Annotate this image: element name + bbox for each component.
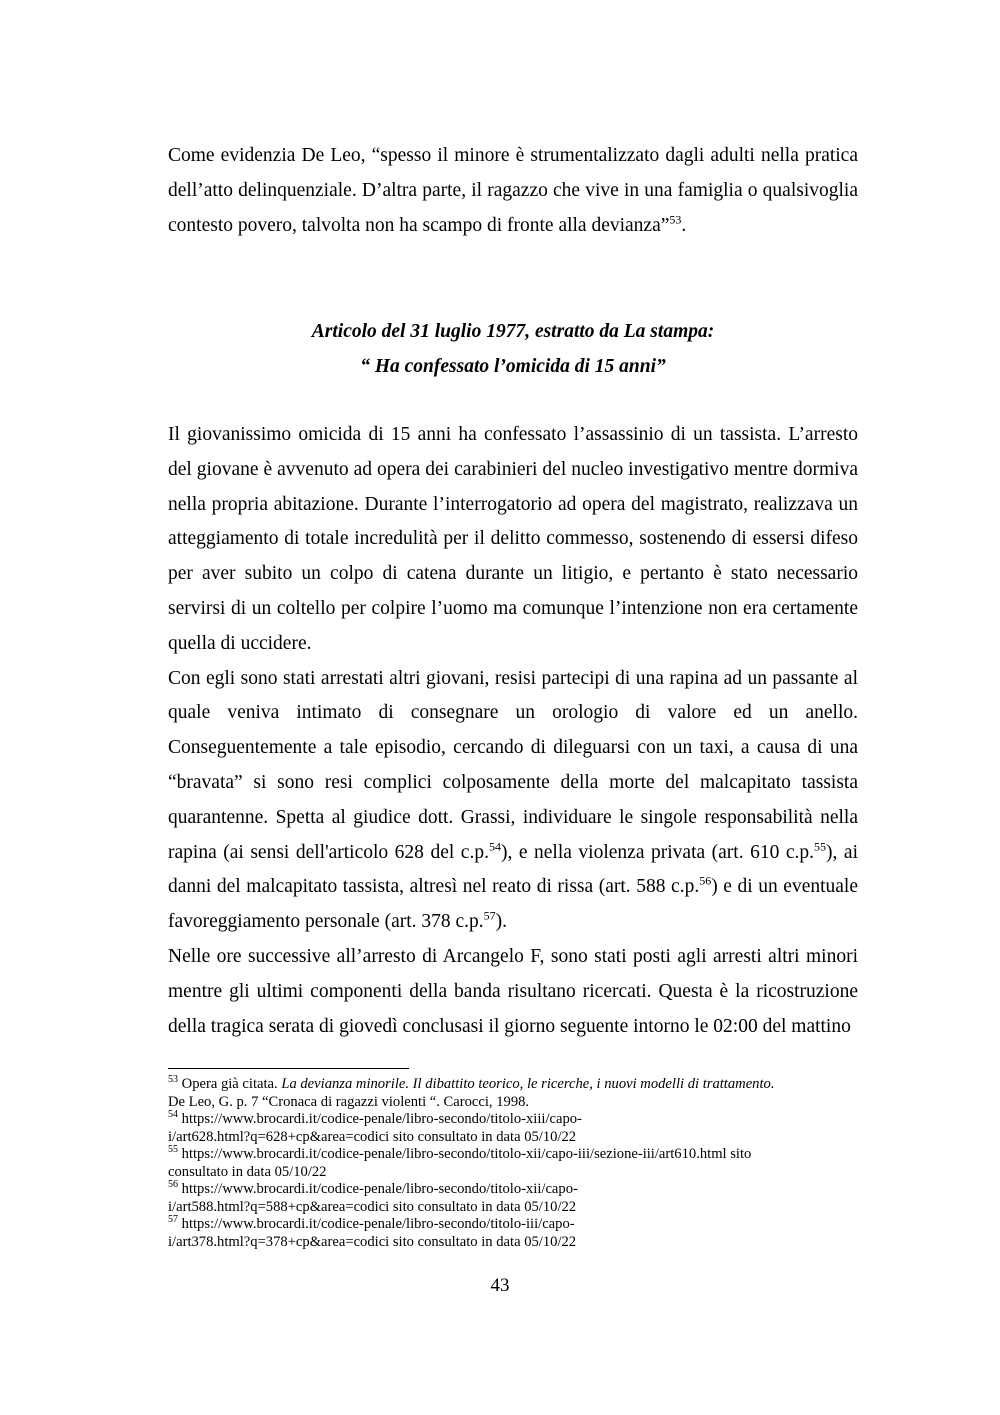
article-body	[168, 418, 858, 1044]
footnote-ref-56[interactable]: 56	[699, 873, 712, 888]
footnote-link[interactable]: https://www.brocardi.it/codice-penale/libro-secondo/titolo-xii/capo-	[178, 1181, 578, 1197]
footnote-57[interactable]	[168, 1216, 868, 1234]
paragraph-arrests-part-e: ).	[495, 911, 508, 933]
paragraph-arrests-part-c: ), ai danni del malcapitato tassista, altresì nel reato di rissa (art. 588 c.p.	[168, 841, 859, 898]
footnote-56-continuation[interactable]: i/art588.html?q=588+cp&area=codici sito consultato in data 05/10/22	[168, 1198, 577, 1215]
footnote-57-continuation[interactable]: i/art378.html?q=378+cp&area=codici sito consultato in data 05/10/22	[168, 1233, 577, 1250]
article-heading-line1: Articolo del 31 luglio 1977, estratto da La stampa:	[311, 321, 715, 342]
footnote-55[interactable]	[168, 1146, 868, 1164]
paragraph-aftermath: Nelle ore successive all’arresto di Arcangelo F, sono stati posti agli arresti altri minori mentre gli ultimi componenti della banda risultano ricercati. Questa è la ricostruzione della tragica serata di giovedì conclusasi il giorno seguente intorno le 02:00 del mattino	[168, 945, 858, 1037]
footnote-separator	[168, 1068, 409, 1069]
footnote-ref-53[interactable]: 53	[669, 212, 682, 227]
footnote-55-continuation: consultato in data 05/10/22	[168, 1163, 327, 1180]
footnote-number: 54	[168, 1109, 178, 1121]
footnote-54-continuation[interactable]: i/art628.html?q=628+cp&area=codici sito consultato in data 05/10/22	[168, 1128, 577, 1145]
footnote-56[interactable]	[168, 1181, 868, 1199]
footnote-ref-55[interactable]: 55	[814, 839, 827, 854]
footnote-ref-54[interactable]: 54	[488, 839, 501, 854]
paragraph-arrests-part-b: ), e nella violenza privata (art. 610 c.p.	[500, 841, 815, 863]
footnote-number: 56	[168, 1179, 178, 1191]
paragraph-arrests-part-d: ) e di un eventuale favoreggiamento personale (art. 378 c.p.	[168, 876, 858, 933]
footnote-54[interactable]	[168, 1111, 868, 1129]
intro-text: Come evidenzia De Leo, “spesso il minore è strumentalizzato dagli adulti nella pratica dell’atto delinquenziale. D’altra parte, il ragazzo che vive in una famiglia o qualsivoglia contesto povero, talvolta non ha scampo di fronte alla devianza”	[168, 145, 858, 236]
footnote-book-title: La devianza minorile. Il dibattito teorico, le ricerche, i nuovi modelli di trattamento.	[281, 1076, 775, 1092]
footnote-number: 57	[168, 1214, 178, 1226]
paragraph-arrests-part-a: Con egli sono stati arrestati altri giovani, resisi partecipi di una rapina ad un passante al quale veniva intimato di consegnare un orologio di valore ed un anello. Conseguentemente a tale episodio, cercando di dileguarsi con un taxi, a causa di una “bravata” si sono resi complici colposamente della morte del malcapitato tassista quarantenne. Spetta al giudice dott. Grassi, individuare le singole responsabilità nella rapina (ai sensi dell'articolo 628 del c.p.	[168, 667, 858, 863]
footnote-link[interactable]: https://www.brocardi.it/codice-penale/libro-secondo/titolo-xiii/capo-	[178, 1111, 582, 1127]
footnote-ref-57[interactable]: 57	[483, 908, 496, 923]
footnotes	[168, 1076, 868, 1251]
footnote-number: 55	[168, 1144, 178, 1156]
intro-paragraph	[168, 139, 858, 243]
footnote-link[interactable]: https://www.brocardi.it/codice-penale/libro-secondo/titolo-iii/capo-	[178, 1216, 575, 1232]
footnote-53	[168, 1076, 868, 1094]
intro-tail: .	[681, 214, 687, 236]
footnote-link[interactable]: https://www.brocardi.it/codice-penale/libro-secondo/titolo-xii/capo-iii/sezione-iii/art610.html sito	[178, 1146, 752, 1162]
paragraph-arrests	[168, 662, 858, 940]
page-number: 43	[490, 1275, 510, 1296]
paragraph-confession: Il giovanissimo omicida di 15 anni ha confessato l’assassinio di un tassista. L’arresto del giovane è avvenuto ad opera dei carabinieri del nucleo investigativo mentre dormiva nella propria abitazione. Durante l’interrogatorio ad opera del magistrato, realizzava un atteggiamento di totale incredulità per il delitto commesso, sostenendo di essersi difeso per aver subito un colpo di catena durante un litigio, e pertanto è stato necessario servirsi di un coltello per colpire l’uomo ma comunque l’intenzione non era certamente quella di uccidere.	[168, 424, 858, 654]
footnote-number: 53	[168, 1074, 178, 1086]
footnote-53-continuation: De Leo, G. p. 7 “Cronaca di ragazzi violenti “. Carocci, 1998.	[168, 1093, 530, 1110]
footnote-text: Opera già citata.	[178, 1076, 282, 1092]
article-heading-line2: “ Ha confessato l’omicida di 15 anni”	[360, 356, 666, 377]
